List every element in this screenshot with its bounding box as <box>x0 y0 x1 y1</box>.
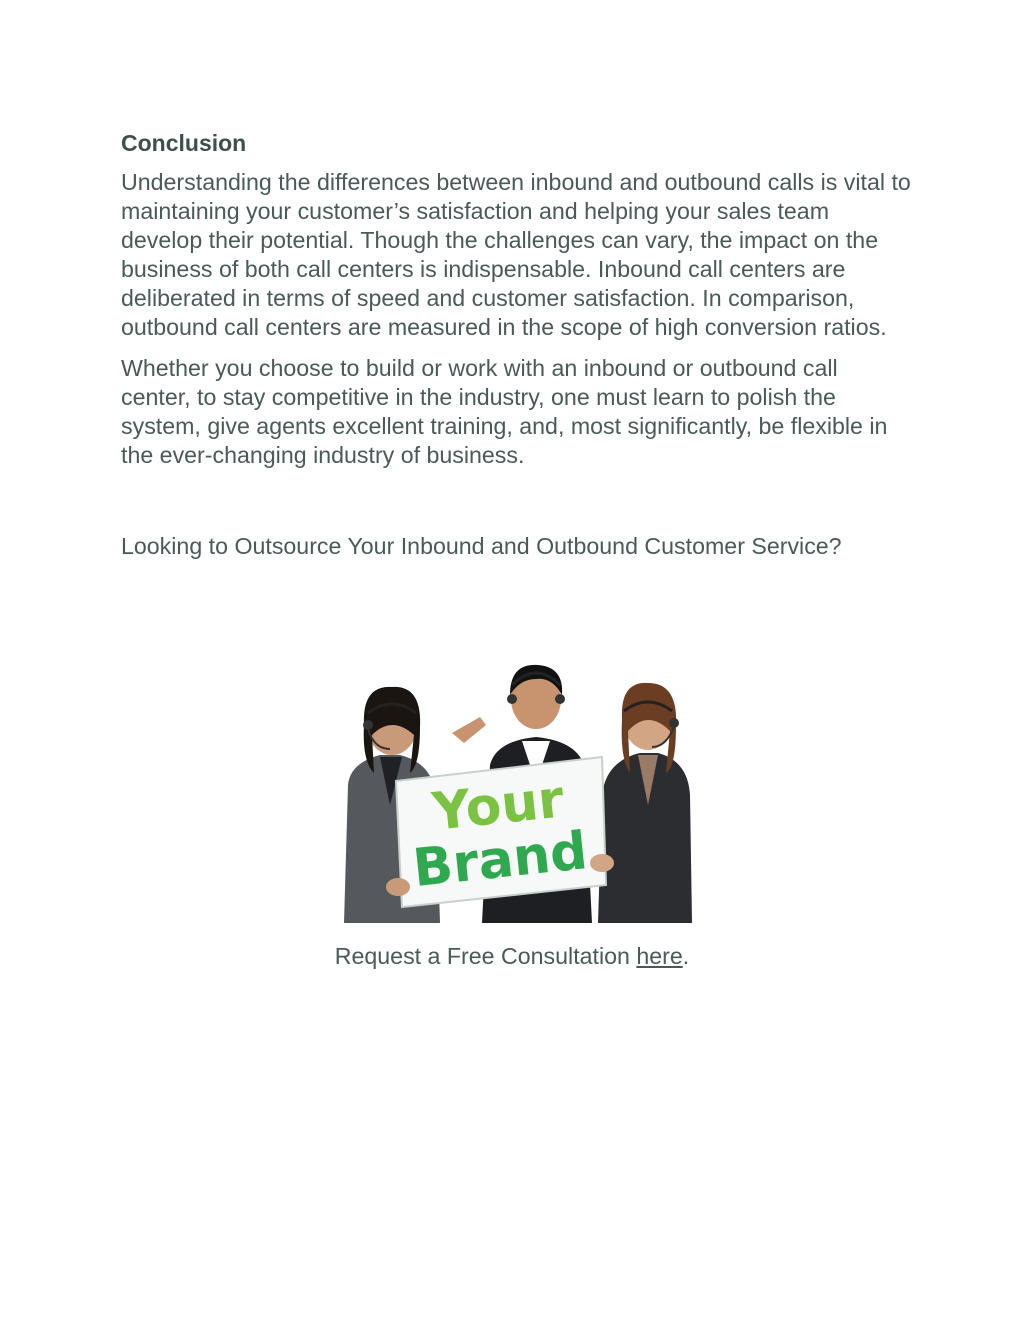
consultation-suffix: . <box>682 943 690 969</box>
sign-text-your: Your <box>429 769 567 843</box>
consultation-line <box>0 941 1024 971</box>
consultation-here-link[interactable]: here <box>636 943 683 969</box>
brand-sign <box>396 757 606 907</box>
agents-illustration <box>340 655 695 923</box>
document-body <box>121 128 911 561</box>
right-hand <box>590 854 614 872</box>
right-agent-figure <box>598 683 692 923</box>
agents-holding-brand-sign-image <box>340 655 695 923</box>
conclusion-paragraph-1: Understanding the differences between inbound and outbound calls is vital to maintaining your customer’s satisfaction and helping your sales team develop their potential. Though the challenges can vary, the impact on the business of both call centers is indispensable. Inbound call centers are deliberated in terms of speed and customer satisfaction. In comparison, outbound call centers are measured in the scope of high conversion ratios. <box>121 169 911 340</box>
sign-text-brand: Brand <box>410 821 591 900</box>
section-heading: Conclusion <box>121 130 247 156</box>
consultation-prefix: Request a Free Consultation <box>334 943 637 969</box>
left-hand <box>386 878 410 896</box>
conclusion-paragraph-2: Whether you choose to build or work with an inbound or outbound call center, to stay competitive in the industry, one must learn to polish the system, give agents excellent training, and, most significantly, be flexible in the ever-changing industry of business. <box>121 355 888 468</box>
outsource-question: Looking to Outsource Your Inbound and Outbound Customer Service? <box>121 533 842 559</box>
